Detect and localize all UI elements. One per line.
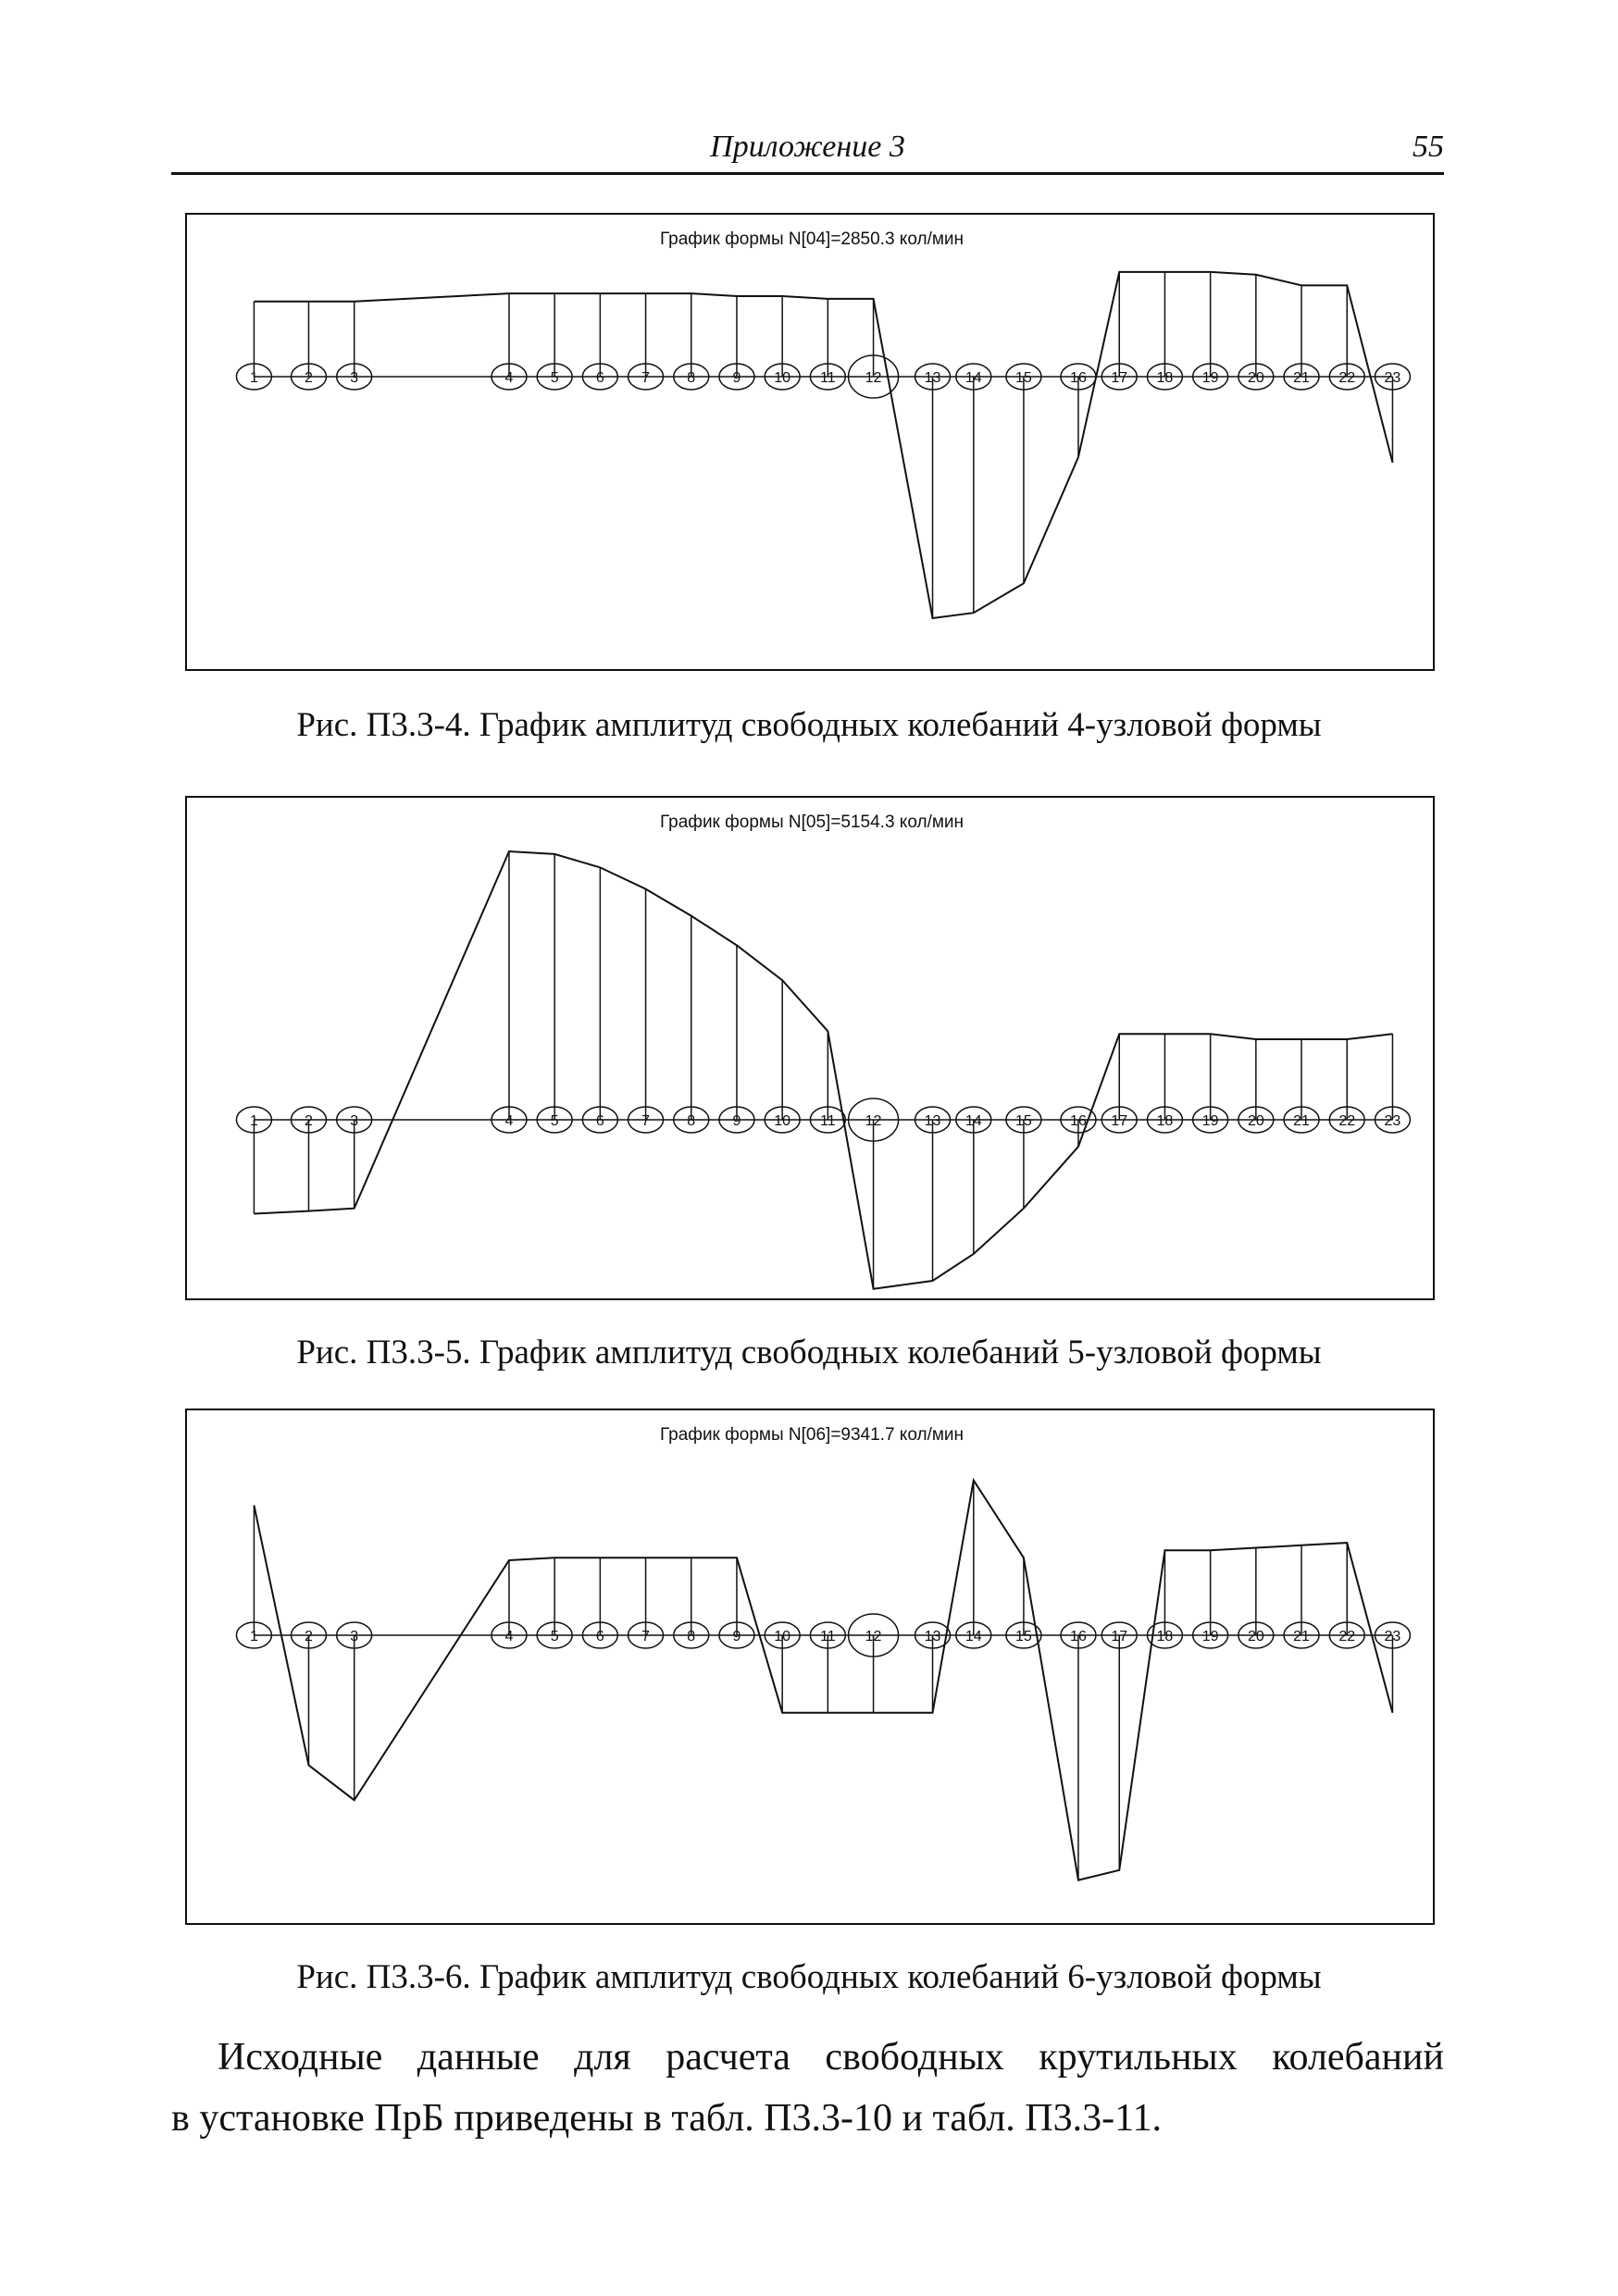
node-label: 17	[1111, 1113, 1128, 1129]
body-paragraph	[171, 2027, 1444, 2149]
node-label: 19	[1201, 1113, 1219, 1129]
node-label: 22	[1338, 1629, 1356, 1644]
chart-svg	[187, 215, 1437, 673]
chart-title: График формы N[04]=2850.3 кол/мин	[659, 230, 965, 249]
node-label: 23	[1384, 1629, 1401, 1644]
page-number: 55	[1413, 130, 1444, 164]
node-label: 12	[865, 1113, 882, 1129]
chart-svg	[187, 1410, 1437, 1927]
node-label: 11	[820, 1113, 836, 1129]
node-label: 12	[865, 370, 882, 386]
node-label: 16	[1070, 370, 1087, 386]
node-label: 4	[504, 370, 514, 386]
node-label: 5	[550, 1629, 559, 1644]
node-label: 4	[504, 1629, 514, 1644]
node-label: 10	[774, 1629, 791, 1644]
node-label: 1	[249, 1629, 258, 1644]
node-label: 15	[1015, 1629, 1032, 1644]
node-label: 21	[1293, 370, 1310, 386]
node-label: 23	[1384, 1113, 1401, 1129]
node-label: 11	[820, 370, 836, 386]
chart-title: График формы N[05]=5154.3 кол/мин	[659, 813, 965, 832]
chart-title: График формы N[06]=9341.7 кол/мин	[659, 1425, 965, 1445]
node-label: 13	[924, 1629, 941, 1644]
node-label: 14	[965, 370, 982, 386]
node-label: 3	[350, 1629, 359, 1644]
shape-line	[254, 851, 1392, 1289]
node-label: 15	[1015, 1113, 1032, 1129]
chart-5-node-shape	[185, 796, 1435, 1300]
paragraph-line-2: в установке ПрБ приведены в табл. П3.3-10 и табл. П3.3-11.	[171, 2097, 1163, 2140]
node-label: 14	[965, 1629, 982, 1644]
node-label: 6	[595, 1113, 604, 1129]
node-label: 5	[550, 370, 559, 386]
node-label: 14	[965, 1113, 982, 1129]
node-label: 1	[249, 370, 258, 386]
node-label: 6	[595, 1629, 604, 1644]
node-label: 9	[732, 1629, 741, 1644]
node-label: 22	[1338, 1113, 1356, 1129]
paragraph-line-1: Исходные данные для расчета свободных крутильных колебаний	[218, 2036, 1444, 2079]
figure-caption-3: Рис. П3.3-6. График амплитуд свободных колебаний 6-узловой формы	[296, 1958, 1322, 1996]
node-label: 5	[550, 1113, 559, 1129]
node-label: 18	[1156, 370, 1174, 386]
node-label: 8	[687, 1113, 696, 1129]
node-label: 16	[1070, 1629, 1087, 1644]
node-label: 8	[687, 1629, 696, 1644]
node-label: 19	[1201, 1629, 1219, 1644]
node-label: 18	[1156, 1113, 1174, 1129]
node-label: 10	[774, 1113, 791, 1129]
node-label: 7	[641, 370, 651, 386]
node-label: 2	[305, 370, 313, 386]
node-label: 23	[1384, 370, 1401, 386]
node-label: 2	[305, 1629, 313, 1644]
node-label: 19	[1201, 370, 1219, 386]
node-label: 17	[1111, 370, 1128, 386]
node-label: 11	[820, 1629, 836, 1644]
node-label: 13	[924, 370, 941, 386]
node-label: 4	[504, 1113, 514, 1129]
node-label: 8	[687, 370, 696, 386]
header-title: Приложение 3	[710, 130, 905, 164]
node-label: 13	[924, 1113, 941, 1129]
node-label: 3	[350, 1113, 359, 1129]
node-label: 2	[305, 1113, 313, 1129]
figure-caption-1: Рис. П3.3-4. График амплитуд свободных колебаний 4-узловой формы	[296, 706, 1322, 744]
node-label: 12	[865, 1629, 882, 1644]
node-label: 9	[732, 1113, 741, 1129]
node-label: 7	[641, 1629, 651, 1644]
node-label: 15	[1015, 370, 1032, 386]
node-label: 9	[732, 370, 741, 386]
node-label: 21	[1293, 1629, 1310, 1644]
node-label: 6	[595, 370, 604, 386]
node-label: 21	[1293, 1113, 1310, 1129]
node-label: 7	[641, 1113, 651, 1129]
chart-4-node-shape	[185, 213, 1435, 671]
page-header	[171, 128, 1444, 175]
node-label: 10	[774, 370, 791, 386]
chart-svg	[187, 798, 1437, 1302]
shape-line	[254, 272, 1392, 618]
figure-caption-2: Рис. П3.3-5. График амплитуд свободных колебаний 5-узловой формы	[296, 1334, 1322, 1371]
node-label: 17	[1111, 1629, 1128, 1644]
chart-6-node-shape	[185, 1409, 1435, 1925]
node-label: 20	[1247, 370, 1264, 386]
node-label: 3	[350, 370, 359, 386]
node-label: 22	[1338, 370, 1356, 386]
node-label: 20	[1247, 1113, 1264, 1129]
node-label: 18	[1156, 1629, 1174, 1644]
node-label: 20	[1247, 1629, 1264, 1644]
node-label: 16	[1070, 1113, 1087, 1129]
shape-line	[254, 1481, 1392, 1880]
node-label: 1	[249, 1113, 258, 1129]
